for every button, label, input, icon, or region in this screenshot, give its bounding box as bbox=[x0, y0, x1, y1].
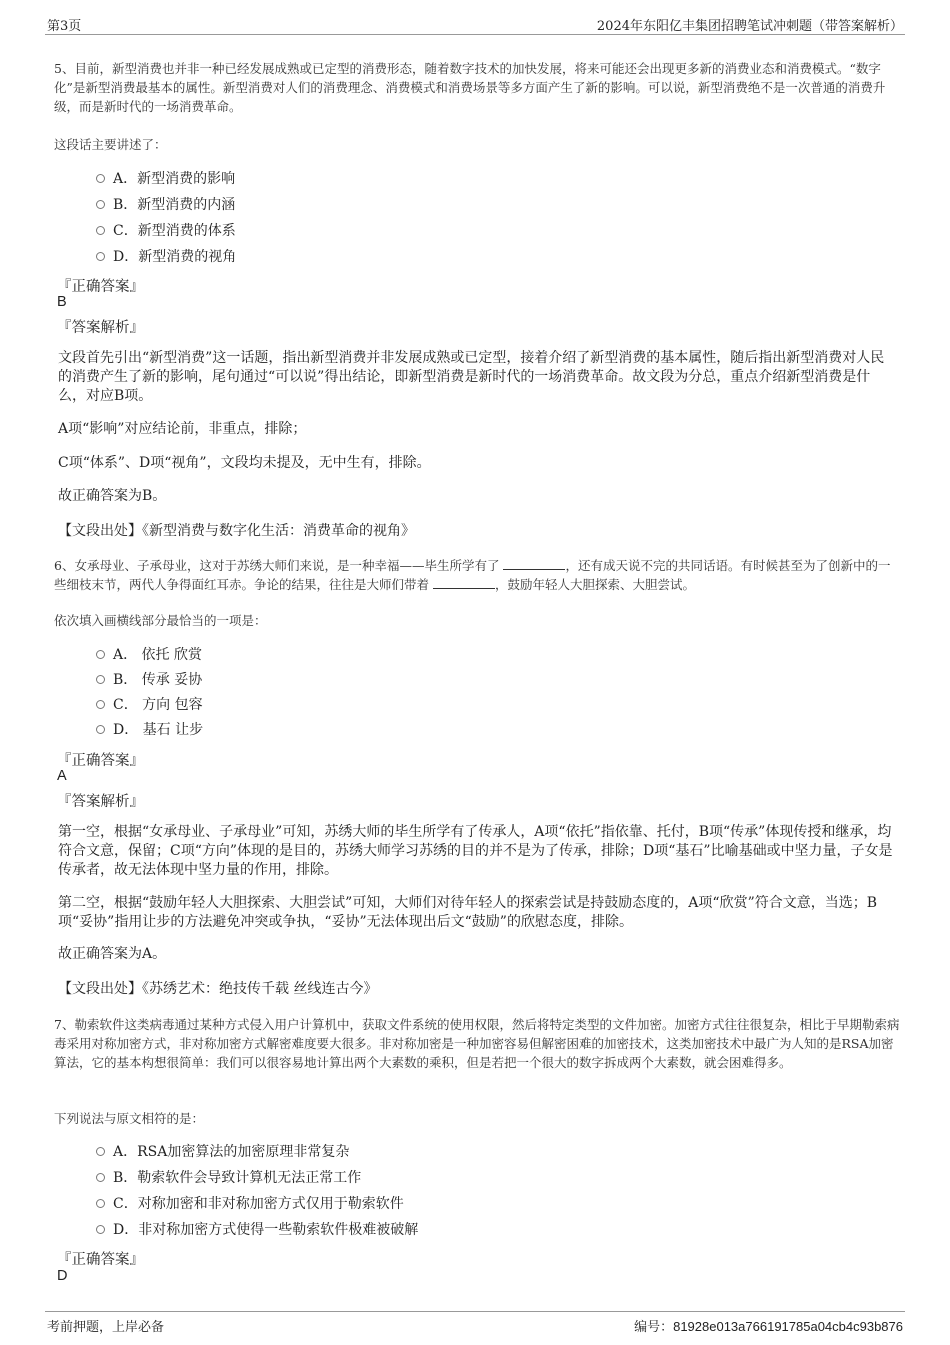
question-6-option-b[interactable]: B． 传承 妥协 bbox=[96, 669, 202, 691]
fill-blank bbox=[433, 576, 495, 589]
radio-icon[interactable] bbox=[96, 700, 105, 709]
question-6-option-a[interactable]: A． 依托 欣赏 bbox=[96, 644, 202, 666]
question-5-option-d[interactable]: D．新型消费的视角 bbox=[96, 246, 236, 268]
radio-icon[interactable] bbox=[96, 675, 105, 684]
radio-icon[interactable] bbox=[96, 1173, 105, 1182]
serial-label: 编号： bbox=[634, 1320, 674, 1335]
question-6-option-d[interactable]: D． 基石 让步 bbox=[96, 719, 203, 741]
question-6-prompt: 依次填入画横线部分最恰当的一项是： bbox=[54, 613, 267, 628]
radio-icon[interactable] bbox=[96, 1147, 105, 1156]
radio-icon[interactable] bbox=[96, 226, 105, 235]
correct-answer-value: A bbox=[57, 768, 67, 784]
correct-answer-label: 『正确答案』 bbox=[57, 279, 144, 295]
passage-source: 【文段出处】《苏绣艺术：绝技传千载 丝线连古今》 bbox=[58, 981, 378, 997]
analysis-paragraph: A项“影响”对应结论前，非重点，排除； bbox=[58, 421, 307, 437]
correct-answer-value: B bbox=[57, 294, 67, 310]
radio-icon[interactable] bbox=[96, 1225, 105, 1234]
analysis-paragraph: 故正确答案为A。 bbox=[58, 946, 167, 962]
analysis-paragraph: 第一空，根据“女承母业、子承母业”可知，苏绣大师的毕生所学有了传承人，A项“依托”指依靠、托付，B项“传承”体现传授和继承，均符合文意，保留；C项“方向”体现的是目的，苏绣大师学习苏绣的目的并不是为了传承，排除；D项“基石”比喻基础或中坚力量，子女是传承者，故无法体现中坚力量的作用，排除。 bbox=[58, 824, 893, 878]
question-5-option-b[interactable]: B．新型消费的内涵 bbox=[96, 194, 235, 216]
fill-blank bbox=[503, 557, 565, 570]
document-title: 2024年东阳亿丰集团招聘笔试冲刺题（带答案解析） bbox=[596, 19, 903, 34]
question-6-stem: 6、女承母业、子承母业，这对于苏绣大师们来说，是一种幸福——毕生所学有了 ，还有成天说不完的共同话语。有时候甚至为了创新中的一些细枝末节，两代人争得面红耳赤。争论的结果，往往是大师们带着 ，鼓励年轻人大胆探索、大胆尝试。 bbox=[54, 558, 891, 592]
question-7-option-d[interactable]: D．非对称加密方式使得一些勒索软件极难被破解 bbox=[96, 1219, 418, 1241]
passage-source: 【文段出处】《新型消费与数字化生活：消费革命的视角》 bbox=[58, 523, 415, 539]
radio-icon[interactable] bbox=[96, 1199, 105, 1208]
question-5-option-a[interactable]: A．新型消费的影响 bbox=[96, 168, 235, 190]
question-6-option-c[interactable]: C． 方向 包容 bbox=[96, 694, 203, 716]
question-7-prompt: 下列说法与原文相符的是： bbox=[54, 1111, 205, 1126]
analysis-paragraph: 故正确答案为B。 bbox=[58, 488, 167, 504]
analysis-paragraph: C项“体系”、D项“视角”，文段均未提及，无中生有，排除。 bbox=[58, 455, 431, 471]
question-5-prompt: 这段话主要讲述了： bbox=[54, 137, 167, 152]
radio-icon[interactable] bbox=[96, 174, 105, 183]
page-header bbox=[45, 14, 905, 35]
analysis-label: 『答案解析』 bbox=[57, 320, 144, 336]
page-footer bbox=[45, 1311, 905, 1334]
correct-answer-label: 『正确答案』 bbox=[57, 753, 144, 769]
question-7-option-b[interactable]: B．勒索软件会导致计算机无法正常工作 bbox=[96, 1167, 361, 1189]
serial-value: 81928e013a766191785a04cb4c93b876 bbox=[673, 1319, 903, 1334]
analysis-paragraph: 文段首先引出“新型消费”这一话题，指出新型消费并非发展成熟或已定型，接着介绍了新型消费的基本属性，随后指出新型消费对人民的消费产生了新的影响，尾句通过“可以说”得出结论，即新型消费是新时代的一场消费革命。故文段为分总，重点介绍新型消费是什么，对应B项。 bbox=[58, 350, 885, 404]
question-7-option-a[interactable]: A．RSA加密算法的加密原理非常复杂 bbox=[96, 1141, 349, 1163]
question-7-option-c[interactable]: C．对称加密和非对称加密方式仅用于勒索软件 bbox=[96, 1193, 404, 1215]
radio-icon[interactable] bbox=[96, 200, 105, 209]
document-serial bbox=[634, 1316, 903, 1335]
radio-icon[interactable] bbox=[96, 650, 105, 659]
question-5-stem: 5、目前，新型消费也并非一种已经发展成熟或已定型的消费形态，随着数字技术的加快发展，将来可能还会出现更多新的消费业态和消费模式。“数字化”是新型消费最基本的属性。新型消费对人们的消费理念、消费模式和消费场景等多方面产生了新的影响。可以说，新型消费绝不是一次普通的消费升级，而是新时代的一场消费革命。 bbox=[54, 61, 886, 114]
radio-icon[interactable] bbox=[96, 725, 105, 734]
radio-icon[interactable] bbox=[96, 252, 105, 261]
page-number: 第3页 bbox=[47, 19, 82, 34]
analysis-paragraph: 第二空，根据“鼓励年轻人大胆探索、大胆尝试”可知，大师们对待年轻人的探索尝试是持鼓励态度的，A项“欣赏”符合文意，当选；B项“妥协”指用让步的方法避免冲突或争执，“妥协”无法体现出后文“鼓励”的欣慰态度，排除。 bbox=[58, 895, 878, 930]
question-5-option-c[interactable]: C．新型消费的体系 bbox=[96, 220, 236, 242]
correct-answer-label: 『正确答案』 bbox=[57, 1252, 144, 1268]
analysis-label: 『答案解析』 bbox=[57, 794, 144, 810]
footer-slogan: 考前押题，上岸必备 bbox=[47, 1320, 165, 1335]
question-7-stem: 7、勒索软件这类病毒通过某种方式侵入用户计算机中，获取文件系统的使用权限，然后将特定类型的文件加密。加密方式往往很复杂，相比于早期勒索病毒采用对称加密方式，非对称加密方式解密难度要大很多。非对称加密是一种加密容易但解密困难的加密技术，这类加密技术中最广为人知的是RSA加密算法，它的基本构想很简单：我们可以很容易地计算出两个大素数的乘积，但是若把一个很大的数字拆成两个大素数，就会困难得多。 bbox=[54, 1017, 900, 1070]
correct-answer-value: D bbox=[57, 1268, 68, 1284]
